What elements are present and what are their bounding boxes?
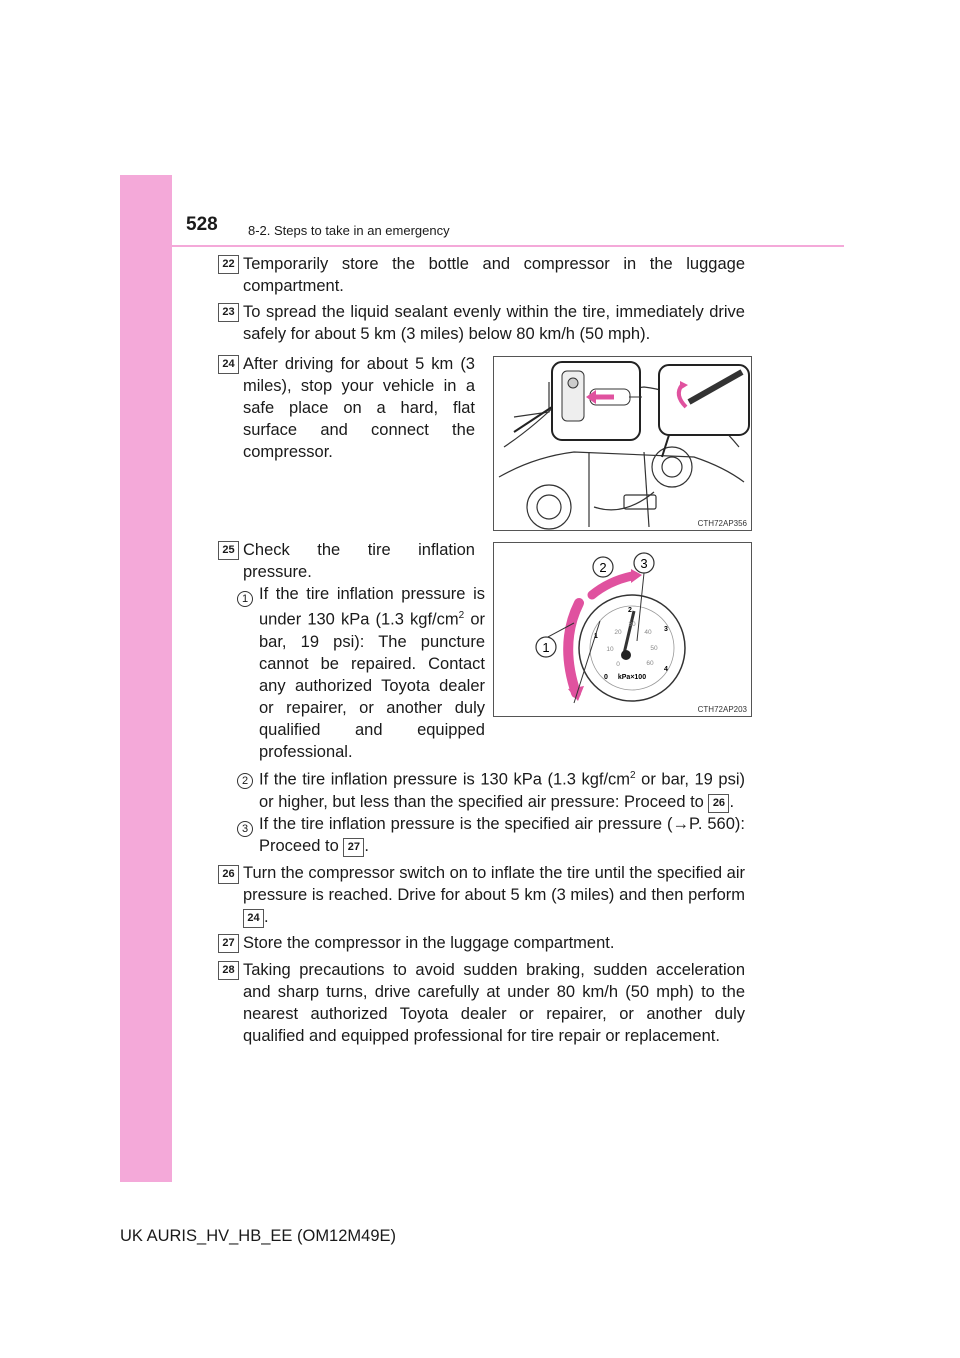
inner-tick-label: 50 (650, 645, 658, 652)
inner-tick-label: 30 (628, 621, 636, 628)
step-24-text: After driving for about 5 km (3 miles), stop your vehicle in a safe place on a hard, flat surface and connect the compressor. (243, 355, 475, 461)
figure-code: CTH72AP356 (697, 519, 747, 528)
step-28-text: Taking precautions to avoid sudden braking, sudden acceleration and sharp turns, drive carefully at under 80 km/h (50 mph) to the nearest authorized Toyota dealer or repairer, or another duly qualified and equipped professional for tire repair or replacement. (243, 961, 745, 1045)
inner-tick-label: 0 (616, 661, 620, 668)
inner-tick-label: 60 (646, 660, 654, 667)
section-title: 8-2. Steps to take in an emergency (248, 223, 450, 238)
outer-tick-label: 3 (664, 626, 668, 633)
step-number-23: 23 (218, 303, 239, 322)
sub-3-text: If the tire inflation pressure is the specified air pressure (→P. 560): Proceed to 27 . (259, 815, 745, 855)
sub-number-1: 1 (237, 591, 253, 607)
sub-2-text: If the tire inflation pressure is 130 kPa (1.3 kgf/$cm^2$ or bar, 19 psi) or higher, but less than the specified air pressure: Proceed to 26 . (259, 770, 745, 811)
step-26-text: Turn the compressor switch on to inflate the tire until the specified air pressure is reached. Drive for about 5 km (3 miles) and then perform 24 . (243, 864, 745, 926)
step-number-28: 28 (218, 961, 239, 980)
outer-tick-label: 4 (664, 666, 668, 673)
step-ref-26[interactable]: 26 (708, 794, 729, 813)
step-number-26: 26 (218, 865, 239, 884)
outer-tick-label: 2 (628, 607, 632, 614)
inner-tick-label: 40 (644, 629, 652, 636)
pressure-gauge-illustration (494, 543, 751, 716)
gauge-unit: kPa×100 (617, 674, 647, 681)
step-27-text: Store the compressor in the luggage compartment. (243, 934, 615, 952)
header-rule (172, 245, 844, 247)
outer-tick-label: 0 (604, 674, 608, 681)
figure-pressure-gauge (493, 542, 752, 717)
step-number-25: 25 (218, 541, 239, 560)
step-number-24: 24 (218, 355, 239, 374)
callout-3: 3 (640, 556, 648, 571)
callout-2: 2 (599, 560, 607, 575)
sub-number-2: 2 (237, 773, 253, 789)
page-number: 528 (186, 214, 218, 235)
sub-1-text: If the tire inflation pressure is under 130 kPa (1.3 kgf/$cm^2$ or bar, 19 psi): The puncture cannot be repaired. Contact any authorized Toyota dealer or repairer, or another duly qualified and equipped professional. (259, 585, 485, 761)
callout-1: 1 (542, 640, 550, 655)
step-number-27: 27 (218, 934, 239, 953)
step-23-text: To spread the liquid sealant evenly within the tire, immediately drive safely for about 5 km (3 miles) below 80 km/h (50 mph). (243, 303, 745, 343)
inner-tick-label: 20 (614, 629, 622, 636)
step-number-22: 22 (218, 255, 239, 274)
sub-number-3: 3 (237, 821, 253, 837)
step-ref-24[interactable]: 24 (243, 909, 264, 928)
footer-model-code: UK AURIS_HV_HB_EE (OM12M49E) (120, 1227, 397, 1245)
inner-tick-label: 10 (606, 646, 614, 653)
step-ref-27[interactable]: 27 (343, 838, 364, 857)
figure-compressor-connection (493, 356, 752, 531)
sidebar-tab (120, 175, 172, 1182)
step-22-text: Temporarily store the bottle and compressor in the luggage compartment. (243, 255, 745, 295)
step-25-text: Check the tire inflation pressure. (243, 541, 475, 581)
outer-tick-label: 1 (594, 633, 598, 640)
figure-code: CTH72AP203 (697, 705, 747, 714)
car-compressor-illustration (494, 357, 751, 530)
